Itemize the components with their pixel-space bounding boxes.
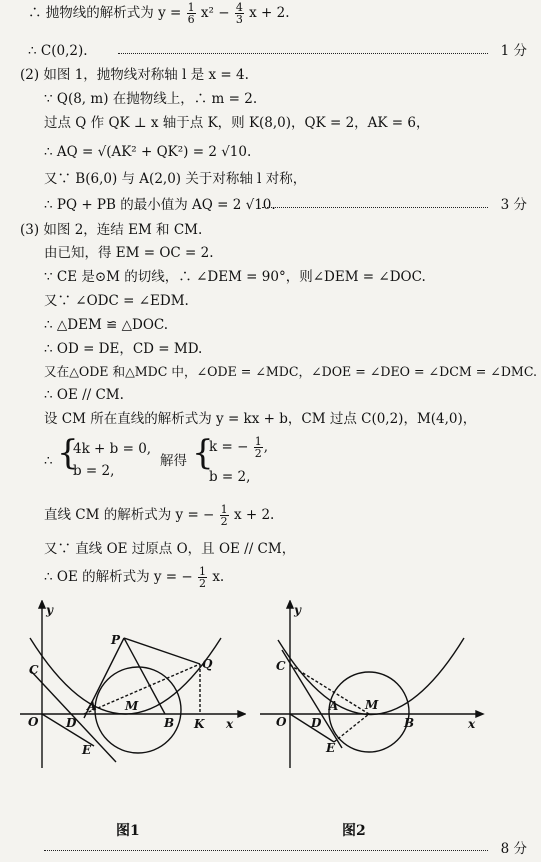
- line-1-post: x + 2.: [249, 5, 290, 21]
- fraction-1-2-b: $\frac{1}{2}$: [220, 503, 228, 528]
- solve-word: 解得: [160, 453, 187, 469]
- x-arrow-icon: [238, 711, 245, 717]
- therefore-sign: ∴: [44, 453, 53, 469]
- system-2-eq-1: k = − $\frac{1}{2}$ ,: [209, 435, 268, 460]
- label-A: A: [329, 699, 339, 713]
- label-x: x: [468, 717, 476, 731]
- fraction-1-2-a: $\frac{1}{2}$: [254, 435, 262, 460]
- label-C: C: [276, 659, 286, 673]
- label-y: y: [294, 603, 301, 617]
- line-9: (3) 如图 2，连结 EM 和 CM.: [20, 222, 203, 238]
- line-11: ∵ CE 是⊙M 的切线，∴ ∠DEM = 90°，则∠DEM = ∠DOC.: [44, 269, 426, 285]
- figure-2-caption: 图2: [342, 823, 366, 839]
- line-3: (2) 如图 1，抛物线对称轴 l 是 x = 4.: [20, 67, 249, 83]
- left-brace-2: {: [192, 433, 214, 473]
- label-y: y: [46, 603, 53, 617]
- line-17: 设 CM 所在直线的解析式为 y = kx + b，CM 过点 C(0,2)，M(4,0)，: [44, 411, 477, 427]
- fraction-1-6: $\frac{1}{6}$: [187, 1, 195, 26]
- label-E: E: [82, 743, 92, 757]
- label-D: D: [311, 716, 322, 730]
- line-20: 又∵ 直线 OE 过原点 O，且 OE // CM，: [44, 541, 296, 557]
- score-3: 8 分: [500, 841, 527, 857]
- label-K: K: [194, 717, 205, 731]
- label-M: M: [365, 698, 379, 712]
- line-5: 过点 Q 作 QK ⊥ x 轴于点 K，则 K(8,0)，QK = 2，AK = 6，: [44, 115, 430, 131]
- dotted-leader-2: [262, 207, 488, 208]
- dotted-leader-3: [44, 850, 488, 851]
- line-13: ∴ △DEM ≌ △DOC.: [44, 317, 169, 333]
- label-C: C: [29, 663, 39, 677]
- line-1-mid: x² −: [200, 5, 230, 21]
- label-B: B: [404, 716, 415, 730]
- line-10: 由已知，得 EM = OC = 2.: [44, 245, 214, 261]
- line-19: 直线 CM 的解析式为 y = − $\frac{1}{2}$ x + 2.: [44, 503, 275, 528]
- label-P: P: [111, 633, 121, 647]
- label-x: x: [226, 717, 234, 731]
- line-14: ∴ OD = DE，CD = MD.: [44, 341, 203, 357]
- line-2: ∴ C(0,2).: [28, 43, 88, 59]
- figure-2-diagram: [256, 600, 486, 770]
- figure-1-diagram: [16, 600, 246, 770]
- label-E: E: [326, 741, 336, 755]
- line-6: ∴ AQ = √(AK² + QK²) = 2 √10.: [44, 144, 252, 160]
- label-A: A: [87, 699, 97, 713]
- label-O: O: [276, 715, 287, 729]
- line-1-pre: ∴ 抛物线的解析式为 y =: [28, 5, 182, 21]
- system-1-eq-2: b = 2,: [73, 463, 115, 479]
- line-8: ∴ PQ + PB 的最小值为 AQ = 2 √10.: [44, 197, 276, 213]
- label-Q: Q: [202, 657, 213, 671]
- y-arrow-icon: [287, 601, 293, 608]
- score-1: 1 分: [500, 43, 527, 59]
- circle-M: [329, 672, 409, 752]
- label-D: D: [66, 716, 77, 730]
- y-arrow-icon: [39, 601, 45, 608]
- label-M: M: [125, 699, 139, 713]
- left-brace-1: {: [57, 433, 79, 473]
- dotted-leader-1: [118, 53, 488, 54]
- x-arrow-icon: [476, 711, 483, 717]
- dashed-EM: [334, 714, 369, 742]
- label-B: B: [164, 716, 175, 730]
- fraction-4-3: $\frac{4}{3}$: [235, 1, 243, 26]
- score-2: 3 分: [500, 197, 527, 213]
- line-15: 又在△ODE 和△MDC 中，∠ODE = ∠MDC，∠DOE = ∠DEO = ∠DCM = ∠DMC.: [44, 364, 538, 379]
- line-4: ∵ Q(8, m) 在抛物线上，∴ m = 2.: [44, 91, 258, 107]
- line-12: 又∵ ∠ODC = ∠EDM.: [44, 293, 189, 309]
- system-2-eq-2: b = 2,: [209, 469, 251, 485]
- fraction-1-2-c: $\frac{1}{2}$: [199, 565, 207, 590]
- line-21: ∴ OE 的解析式为 y = − $\frac{1}{2}$ x.: [44, 565, 225, 590]
- line-16: ∴ OE // CM.: [44, 387, 124, 403]
- label-O: O: [28, 715, 39, 729]
- line-1: [28, 2, 290, 25]
- system-1-eq-1: 4k + b = 0,: [73, 441, 152, 457]
- line-7: 又∵ B(6,0) 与 A(2,0) 关于对称轴 l 对称，: [44, 171, 307, 187]
- figure-1-caption: 图1: [116, 823, 140, 839]
